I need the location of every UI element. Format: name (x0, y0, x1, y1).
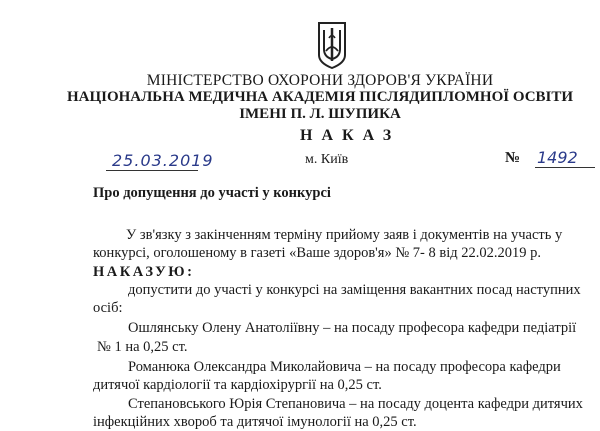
trident-emblem-icon (316, 21, 348, 69)
date-underline (106, 170, 198, 171)
nakazuyu-heading: НАКАЗУЮ: (93, 264, 195, 280)
intro-line-1: У зв'язку з закінченням терміну прийому заяв і документів на участь у (126, 227, 563, 243)
academy-name: НАЦІОНАЛЬНА МЕДИЧНА АКАДЕМІЯ ПІСЛЯДИПЛОМНОЇ ОСВІТИ (66, 89, 574, 105)
academy-named-after: ІМЕНІ П. Л. ШУПИКА (239, 106, 401, 122)
candidate-2-line-1: Романюка Олександра Миколайовича – на посаду професора кафедри (128, 359, 561, 375)
candidate-2-line-2: дитячої кардіології та кардіохірургії на 0,25 ст. (93, 377, 382, 393)
order-city: м. Київ (305, 152, 349, 167)
order-title: НАКАЗ (300, 127, 401, 144)
admit-line-2: осіб: (93, 300, 123, 316)
candidate-1-line-2: № 1 на 0,25 ст. (97, 339, 188, 355)
candidate-3-line-2: інфекційних хвороб та дитячої імунології на 0,25 ст. (93, 414, 417, 430)
ministry-name: МІНІСТЕРСТВО ОХОРОНИ ЗДОРОВ'Я УКРАЇНИ (146, 72, 494, 89)
admit-line-1: допустити до участі у конкурсі на заміщення вакантних посад наступних (128, 282, 581, 298)
candidate-3-line-1: Степановського Юрія Степановича – на посаду доцента кафедри дитячих (128, 396, 583, 412)
order-date: 25.03.2019 (112, 151, 214, 170)
candidate-1-line-1: Ошлянську Олену Анатоліївну – на посаду професора кафедри педіатрії (128, 320, 577, 336)
intro-line-2: конкурсі, оголошеному в газеті «Ваше здоров'я» № 7- 8 від 22.02.2019 р. (93, 245, 541, 261)
order-subject: Про допущення до участі у конкурсі (93, 185, 331, 201)
order-number: 1492 (537, 148, 578, 167)
number-underline (535, 167, 595, 168)
order-number-label: № (505, 150, 521, 166)
